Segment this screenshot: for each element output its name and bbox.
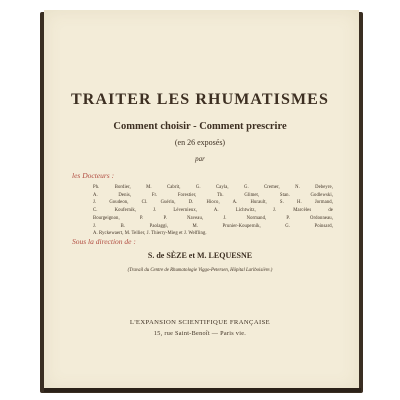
par-word: par bbox=[195, 155, 205, 163]
exposes-note: (en 26 exposés) bbox=[174, 138, 226, 147]
publisher-name: L'EXPANSION SCIENTIFIQUE FRANÇAISE bbox=[129, 319, 271, 326]
doctors-list bbox=[93, 184, 333, 238]
doctors-line: A. Ryckewaert, M. Tellier, J. Thierry-Mieg et J. Welfling. bbox=[93, 231, 207, 237]
publisher-address: 15, rue Saint-Benoît — Paris vie. bbox=[153, 330, 247, 337]
directors-names: S. de SÈZE et M. LEQUESNE bbox=[147, 251, 253, 260]
doctors-label: les Docteurs : bbox=[72, 171, 115, 180]
book-title: TRAITER LES RHUMATISMES bbox=[71, 91, 329, 108]
doctors-line: A. Denis, Fr. Forestier, Th. Glimet, Stan. Godlewski, bbox=[93, 192, 333, 198]
book-bottom-edge bbox=[44, 388, 361, 392]
doctors-line: C. Koufernik, J. Lévernieux, A. Lichtwitz, J. Marcèles de bbox=[93, 208, 333, 214]
doctors-line: Bourgeignon, P. P. Naveau, J. Normand, P. Ordonneau, bbox=[93, 215, 333, 221]
doctors-line: Ph. Bordier, M. Cabrit, G. Cayla, G. Cremer, N. Debeyre, bbox=[93, 185, 333, 190]
doctors-line: J. Goudeon, Cl. Guérin, D. Hioco, A. Hurault, S. H. Jormand, bbox=[93, 200, 333, 206]
book-subtitle: Comment choisir - Comment prescrire bbox=[113, 121, 287, 132]
work-origin-note: (Travail du Centre de Rhumatologie Viggo-Petersen, Hôpital Lariboisière.) bbox=[127, 268, 273, 273]
direction-label: Sous la direction de : bbox=[72, 237, 136, 246]
doctors-line: J. B. Paolaggi, M. Prunier-Koupernik, G. Poinsard, bbox=[93, 223, 333, 229]
